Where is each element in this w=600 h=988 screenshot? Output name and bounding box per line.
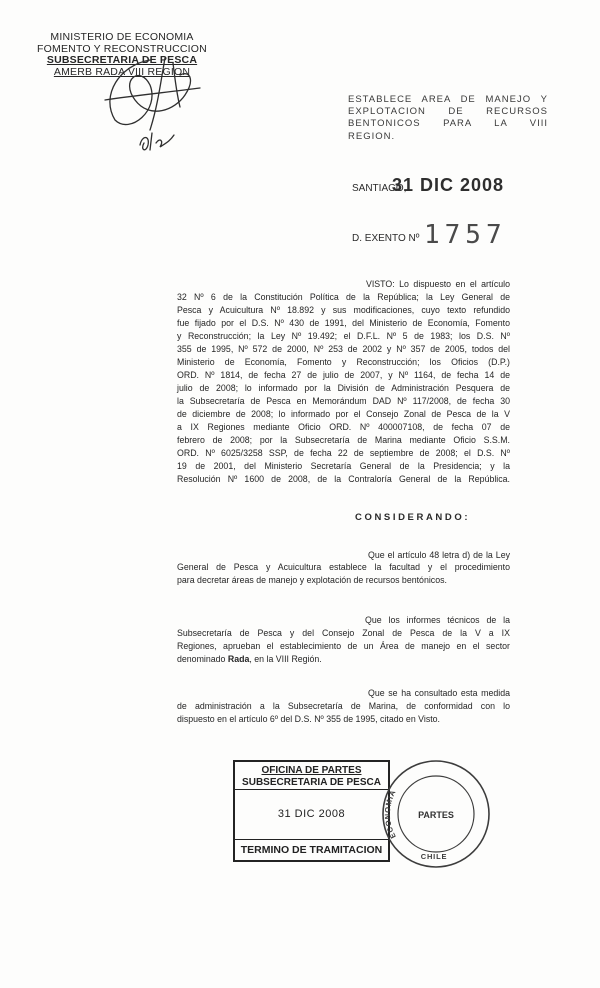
stamp-office: OFICINA DE PARTES [261,765,362,776]
visto-line: 19 de 2001, del Ministerio Secretaría General de la Presidencia; y la [177,461,510,471]
office-stamp [233,760,390,862]
visto-line: febrero de 2008; por la Subsecretaría de Marina mediante Oficio S.S.M. [177,435,510,445]
visto-line: y Reconstrucción; la Ley Nº 19.492; el D.F.L. Nº 5 de 1983; los D.S. Nº [177,331,510,341]
paragraph-line: General de Pesca y Acuicultura establece la facultad y el procedimiento [177,562,510,572]
ministry-division: FOMENTO Y RECONSTRUCCION [37,43,207,55]
signature-stroke [173,63,180,107]
decree-number: 1757 [424,220,507,250]
visto-line: de diciembre de 2008; lo informado por el Consejo Zonal de Pesca de la V [177,409,510,419]
place-label: SANTIAGO, [352,183,407,194]
stamp-status: TERMINO DE TRAMITACION [240,844,383,856]
paragraph-line: dispuesto en el artículo 6º del D.S. Nº 355 de 1995, citado en Visto. [177,714,441,724]
signature-stroke [110,60,191,125]
stamp-divider [235,839,388,840]
visto-line: julio de 2008; lo informado por la División de Administración Pesquera de [177,383,510,393]
sector-name: Rada [227,654,250,664]
title-line: ESTABLECE AREA DE MANEJO Y [348,94,548,105]
visto-line: la Subsecretaría de Pesca en Memorándum DAD Nº 117/2008, de fecha 30 [177,396,510,406]
stamp-subsecretariat: SUBSECRETARIA DE PESCA [242,777,381,788]
stamp-divider [235,789,388,790]
visto-line: ORD. Nº 1814, de fecha 27 de julio de 2007, y Nº 1164, de fecha 14 de [177,370,510,380]
considerando-heading: CONSIDERANDO: [355,512,471,523]
paragraph-line: de administración a la Subsecretaría de Marina, de conformidad con lo [177,701,510,711]
paragraph-line [177,653,510,665]
visto-line: a IX Regiones mediante Oficio ORD. Nº 400007108, de fecha 07 de [177,422,510,432]
decree-label: D. EXENTO Nº [352,233,420,244]
signature [85,45,215,175]
title-line: REGION. [348,131,396,142]
line-text: denominado [177,654,228,664]
stamp-center-text: PARTES [418,810,454,820]
ministry-name: MINISTERIO DE ECONOMIA [50,31,194,43]
line-text: , en la VIII Región. [249,654,322,664]
visto-line: 355 de 1995, Nº 572 de 2000, Nº 253 de 2002 y Nº 357 de 2005, todos del [177,344,510,354]
title-line: EXPLOTACION DE RECURSOS [348,106,548,117]
visto-line: Resolución Nº 1600 de 2008, de la Contraloría General de la República. [177,474,510,484]
stamp-ring-text [383,788,398,840]
visto-line: Ministerio de Economía, Fomento y Reconstrucción; los Oficios (D.P.) [177,357,510,367]
paragraph-line: Que el artículo 48 letra d) de la Ley [368,550,510,560]
stamp-bottom-text: CHILE [420,852,448,861]
subsecretariat-name: SUBSECRETARIA DE PESCA [46,54,198,66]
paragraph-line: Que los informes técnicos de la [365,615,510,625]
date-stamp: 31 DIC 2008 [392,175,505,195]
paragraph-line: Que se ha consultado esta medida [368,688,510,698]
round-stamp [380,752,492,874]
visto-line: VISTO: Lo dispuesto en el artículo [366,279,510,289]
paragraph-line: Subsecretaría de Pesca y del Consejo Zonal de Pesca de la V a IX [177,628,510,638]
stamp-ring-label: ECONOMIA [382,788,398,840]
visto-line: fue fijado por el D.S. Nº 430 de 1991, del Ministerio de Economía, Fomento [177,318,510,328]
visto-line: Pesca y Acuicultura Nº 18.892 y sus modificaciones, cuyo texto refundido [177,305,510,315]
document-reference: AMERB RADA VIII REGION [53,66,191,78]
paragraph-line: para decretar áreas de manejo y explotación de recursos bentónicos. [177,575,447,585]
signature-stroke [140,133,174,150]
paragraph-line: Regiones, aprueban el establecimiento de un Área de manejo en el sector [177,641,510,651]
title-line: BENTONICOS PARA LA VIII [348,118,548,129]
visto-line: 32 Nº 6 de la Constitución Política de la República; la Ley General de [177,292,510,302]
stamp-date: 31 DIC 2008 [277,808,346,820]
visto-line: ORD. Nº 6025/3258 SSP, de fecha 22 de septiembre de 2008; el D.S. Nº [177,448,510,458]
